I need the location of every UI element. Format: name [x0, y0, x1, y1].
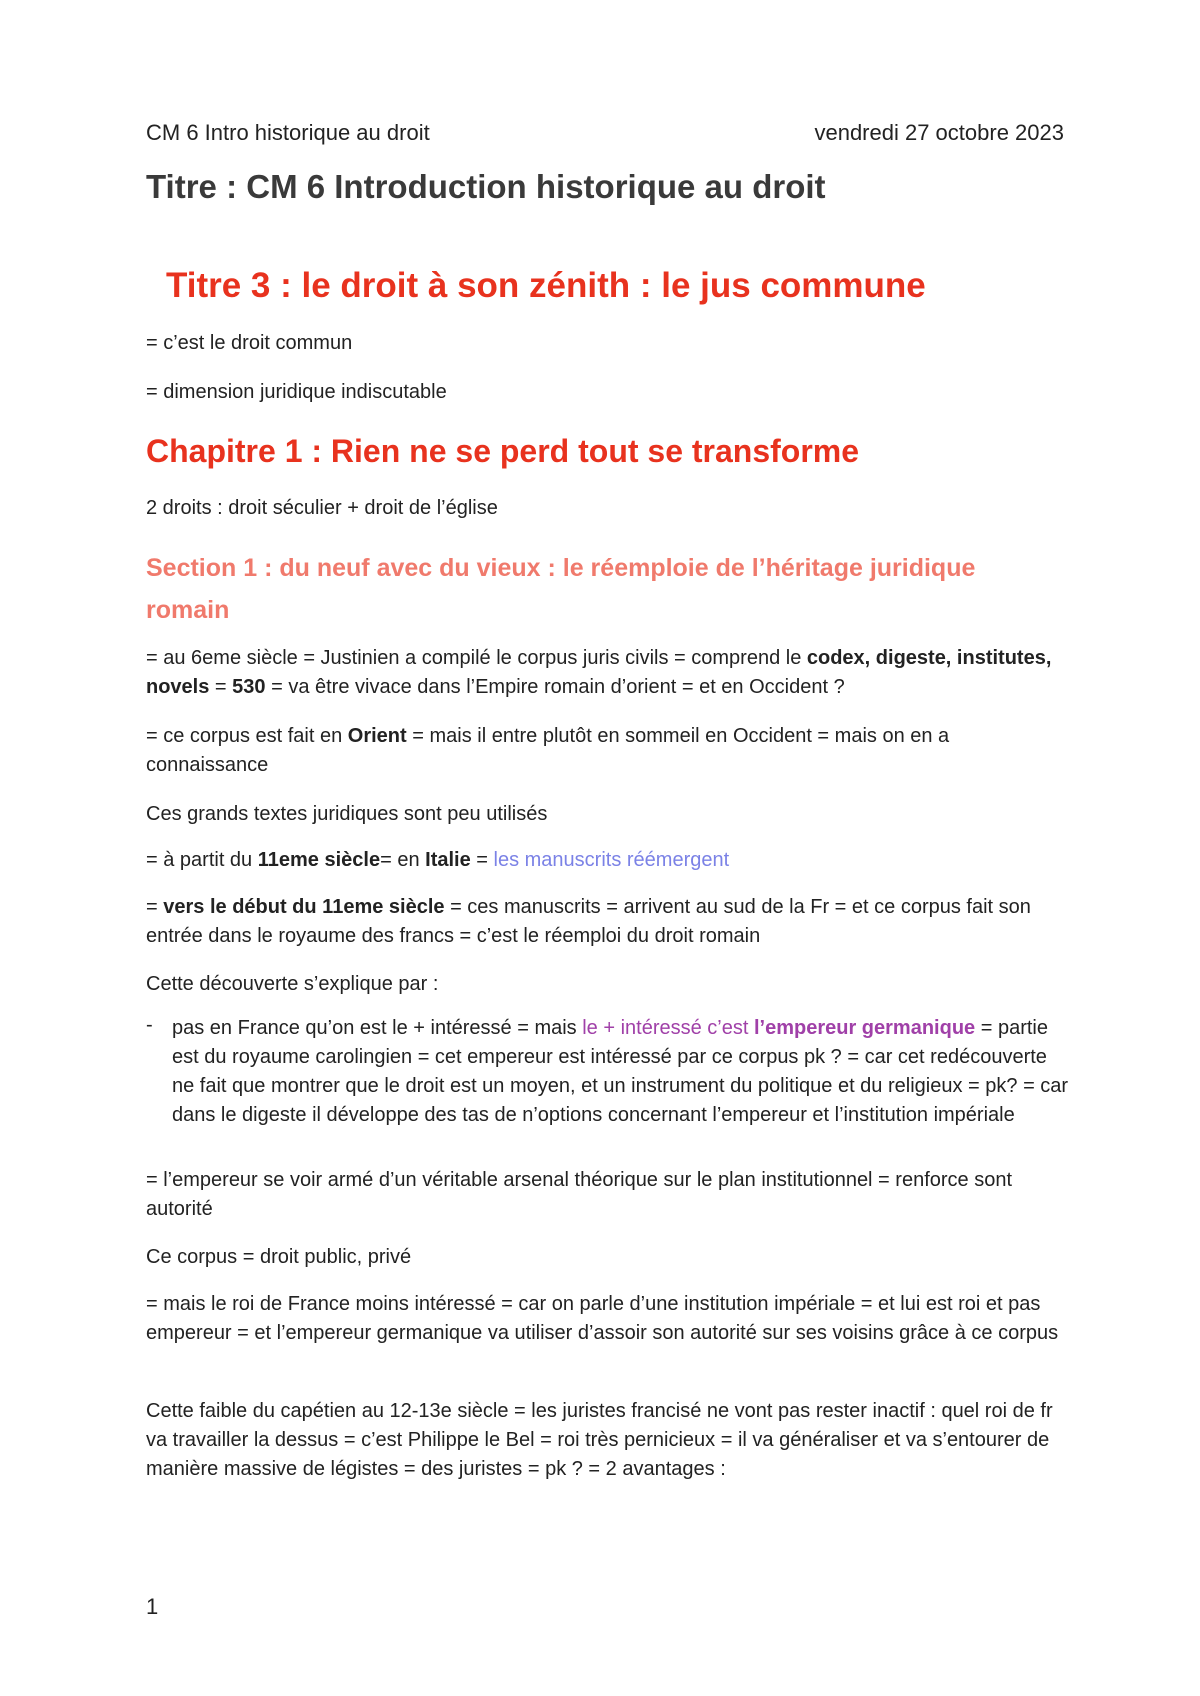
p5-text-c: = ces manuscrits = arrivent au sud de la Fr = et ce corpus fait son entrée dans le royaume des francs = c’est le réemploi du droit romain: [146, 896, 1031, 947]
p4-text-a: = à partit du: [146, 849, 258, 871]
p1-text-c: =: [209, 676, 233, 698]
bullet-text-a: pas en France qu’on est le + intéressé = mais: [172, 1017, 583, 1039]
p4-highlight-manuscrits: les manuscrits réémergent: [493, 849, 730, 871]
chapter-1-heading: Chapitre 1 : Rien ne se perd tout se transforme: [146, 433, 860, 469]
line-droit-commun: = c’est le droit commun: [146, 332, 353, 354]
paragraph-11eme-siecle: [146, 846, 1066, 875]
document-title: Titre : CM 6 Introduction historique au droit: [146, 168, 826, 205]
section-1-heading: Section 1 : du neuf avec du vieux : le réemploie de l’héritage juridique romain: [146, 554, 976, 624]
paragraph-roi-de-france: = mais le roi de France moins intéressé = car on parle d’une institution impériale = et lui est roi et pas empereur = et l’empereur germanique va utiliser d’assoir son autorité sur ses voisins grâce à ce corpus: [146, 1293, 1059, 1344]
paragraph-orient: [146, 722, 1066, 780]
paragraph-droit-public-prive: Ce corpus = droit public, privé: [146, 1246, 412, 1268]
header-date: vendredi 27 octobre 2023: [814, 120, 1064, 145]
bullet-dash: -: [146, 1014, 153, 1036]
bullet-bold-empereur: l’empereur germanique: [753, 1017, 976, 1039]
p4-bold-italie: Italie: [425, 849, 471, 871]
p2-bold-orient: Orient: [347, 725, 407, 747]
p1-text-a: = au 6eme siècle = Justinien a compilé le corpus juris civils = comprend le: [146, 647, 807, 669]
p1-bold-codex: codex, digeste, institutes, novels: [146, 647, 1052, 698]
page-number: 1: [146, 1594, 159, 1619]
line-deux-droits: 2 droits : droit séculier + droit de l’église: [146, 497, 498, 519]
line-dimension-juridique: = dimension juridique indiscutable: [146, 381, 447, 403]
bullet-text-d: = partie est du royaume carolingien = cet empereur est intéressé par ce corpus pk ? = car cet redécouverte ne fait que montrer que le droit est un moyen, et un instrument du politique et du religieux = pk? = car dans le digeste il développe des tas de n’options concernant l’empereur et l’institution impériale: [172, 1017, 1069, 1126]
p2-text-c: = mais il entre plutôt en sommeil en Occident = mais on en a connaissance: [146, 725, 950, 776]
p4-text-c: = en: [380, 849, 426, 871]
paragraph-decouverte: Cette découverte s’explique par :: [146, 973, 439, 995]
paragraph-grands-textes: Ces grands textes juridiques sont peu utilisés: [146, 803, 548, 825]
paragraph-debut-11eme: [146, 893, 1066, 951]
p1-bold-year: 530: [232, 676, 266, 698]
paragraph-justinien: [146, 644, 1066, 702]
bullet-empereur-germanique: [172, 1014, 1072, 1130]
p5-text-a: =: [146, 896, 164, 918]
title-3-heading: Titre 3 : le droit à son zénith : le jus commune: [166, 266, 926, 305]
header-course-name: CM 6 Intro historique au droit: [146, 120, 430, 145]
bullet-highlight-interesse: le + intéressé c’est: [582, 1017, 754, 1039]
p5-bold-debut: vers le début du 11eme siècle: [163, 896, 445, 918]
paragraph-philippe-le-bel: Cette faible du capétien au 12-13e siècle = les juristes francisé ne vont pas rester inactif : quel roi de fr va travailler la dessus = c’est Philippe le Bel = roi très pernicieux = il va généraliser et va s’entourer de manière massive de légistes = des juristes = pk ? = 2 avantages :: [146, 1400, 1053, 1480]
p4-text-e: =: [470, 849, 494, 871]
p1-text-e: = va être vivace dans l’Empire romain d’orient = et en Occident ?: [265, 676, 845, 698]
p2-text-a: = ce corpus est fait en: [146, 725, 348, 747]
paragraph-arsenal-theorique: = l’empereur se voir armé d’un véritable arsenal théorique sur le plan institutionnel = renforce sont autorité: [146, 1169, 1013, 1220]
p4-bold-siecle: 11eme siècle: [257, 849, 381, 871]
